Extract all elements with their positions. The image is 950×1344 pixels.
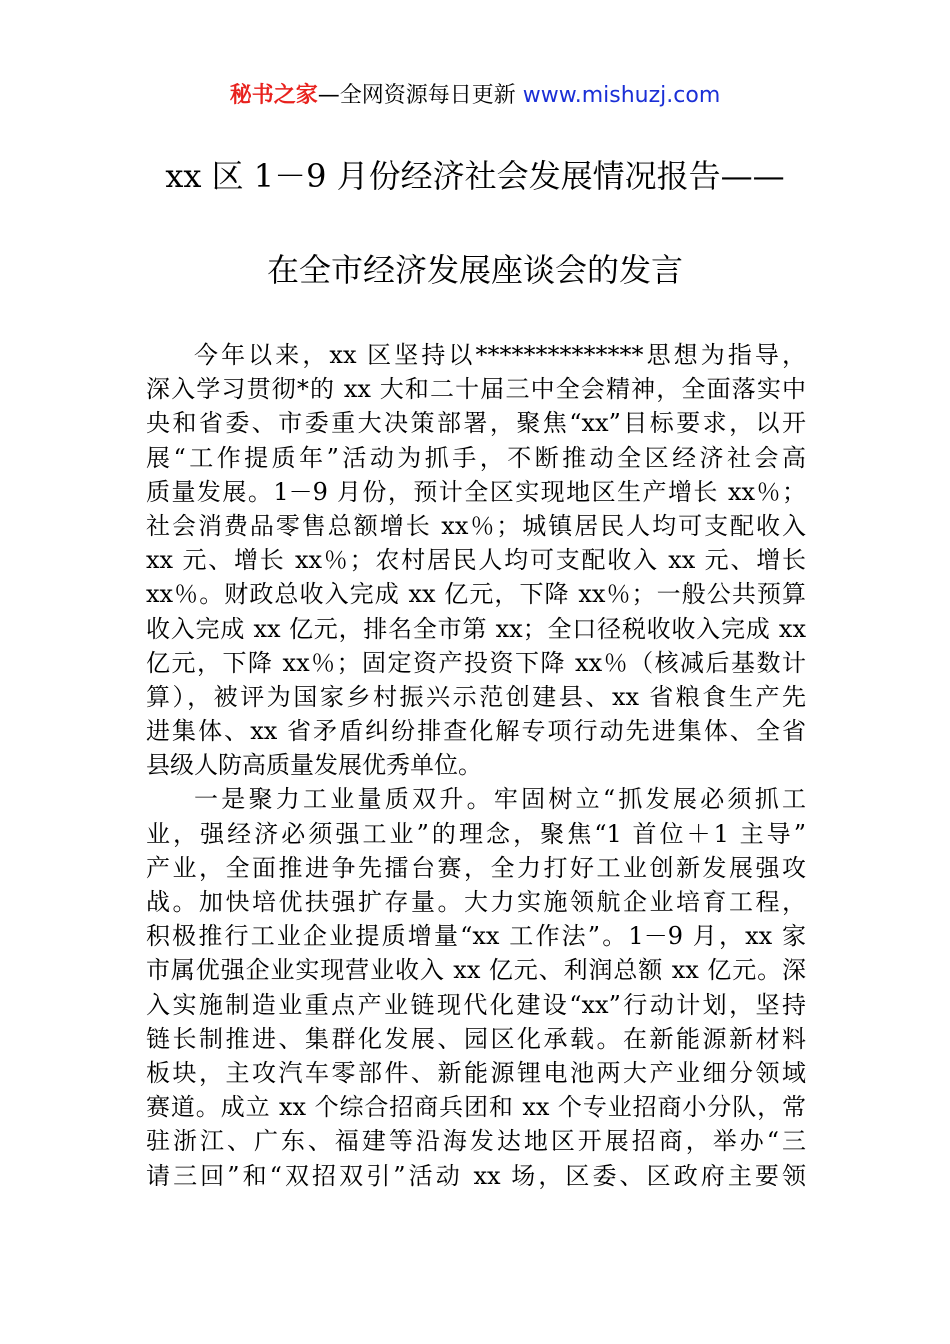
body-line: 产业，全面推进争先擂台赛，全力打好工业创新发展强攻 [146, 853, 806, 882]
body-line: xx％。财政总收入完成 xx 亿元，下降 xx％；一般公共预算 [146, 580, 806, 609]
body-line: 县级人防高质量发展优秀单位。 [146, 751, 482, 780]
body-line: 算），被评为国家乡村振兴示范创建县、xx 省粮食生产先 [146, 682, 806, 711]
body-line: 战。加快培优扶强扩存量。大力实施领航企业培育工程， [146, 888, 806, 916]
site-tagline: —全网资源每日更新 [317, 83, 523, 108]
document-title-line-2: 在全市经济发展座谈会的发言 [266, 251, 683, 289]
body-line: 赛道。成立 xx 个综合招商兵团和 xx 个专业招商小分队，常 [146, 1093, 806, 1122]
body-line: 展“工作提质年”活动为抓手，不断推动全区经济社会高 [146, 443, 806, 472]
body-line: 请三回”和“双招双引”活动 xx 场，区委、区政府主要领 [146, 1161, 806, 1190]
document-title-line-1: xx 区 1－9 月份经济社会发展情况报告—— [165, 157, 785, 195]
body-line: 一是聚力工业量质双升。牢固树立“抓发展必须抓工 [194, 785, 806, 814]
document-body [146, 338, 806, 1193]
body-line: 进集体、xx 省矛盾纠纷排查化解专项行动先进集体、全省 [146, 717, 806, 746]
site-brand: 秘书之家 [229, 83, 318, 108]
body-line: xx 元、增长 xx％；农村居民人均可支配收入 xx 元、增长 [146, 546, 806, 575]
body-line: 市属优强企业实现营业收入 xx 亿元、利润总额 xx 亿元。深 [146, 956, 806, 985]
body-line: 收入完成 xx 亿元，排名全市第 xx；全口径税收收入完成 xx [146, 614, 806, 643]
body-line: 今年以来，xx 区坚持以**************思想为指导， [194, 341, 806, 369]
body-line: 驻浙江、广东、福建等沿海发达地区开展招商，举办“三 [146, 1127, 806, 1156]
body-line: 积极推行工业企业提质增量“xx 工作法”。1－9 月，xx 家 [146, 922, 806, 951]
body-line: 质量发展。1－9 月份，预计全区实现地区生产增长 xx％； [146, 477, 806, 506]
body-line: 社会消费品零售总额增长 xx％；城镇居民人均可支配收入 [146, 511, 806, 540]
body-line: 板块，主攻汽车零部件、新能源锂电池两大产业细分领域 [146, 1058, 806, 1087]
body-line: 央和省委、市委重大决策部署，聚焦“xx”目标要求，以开 [146, 409, 806, 438]
body-line: 链长制推进、集群化发展、园区化承载。在新能源新材料 [146, 1024, 806, 1053]
site-header [0, 80, 950, 112]
body-line: 业，强经济必须强工业”的理念，聚焦“1 首位＋1 主导” [146, 819, 806, 848]
site-url-link[interactable]: www.mishuzj.com [522, 83, 721, 108]
body-line: 深入学习贯彻*的 xx 大和二十届三中全会精神，全面落实中 [146, 375, 806, 404]
body-line: 亿元，下降 xx％；固定资产投资下降 xx％（核减后基数计 [146, 648, 806, 677]
body-line: 入实施制造业重点产业链现代化建设“xx”行动计划，坚持 [146, 990, 806, 1019]
